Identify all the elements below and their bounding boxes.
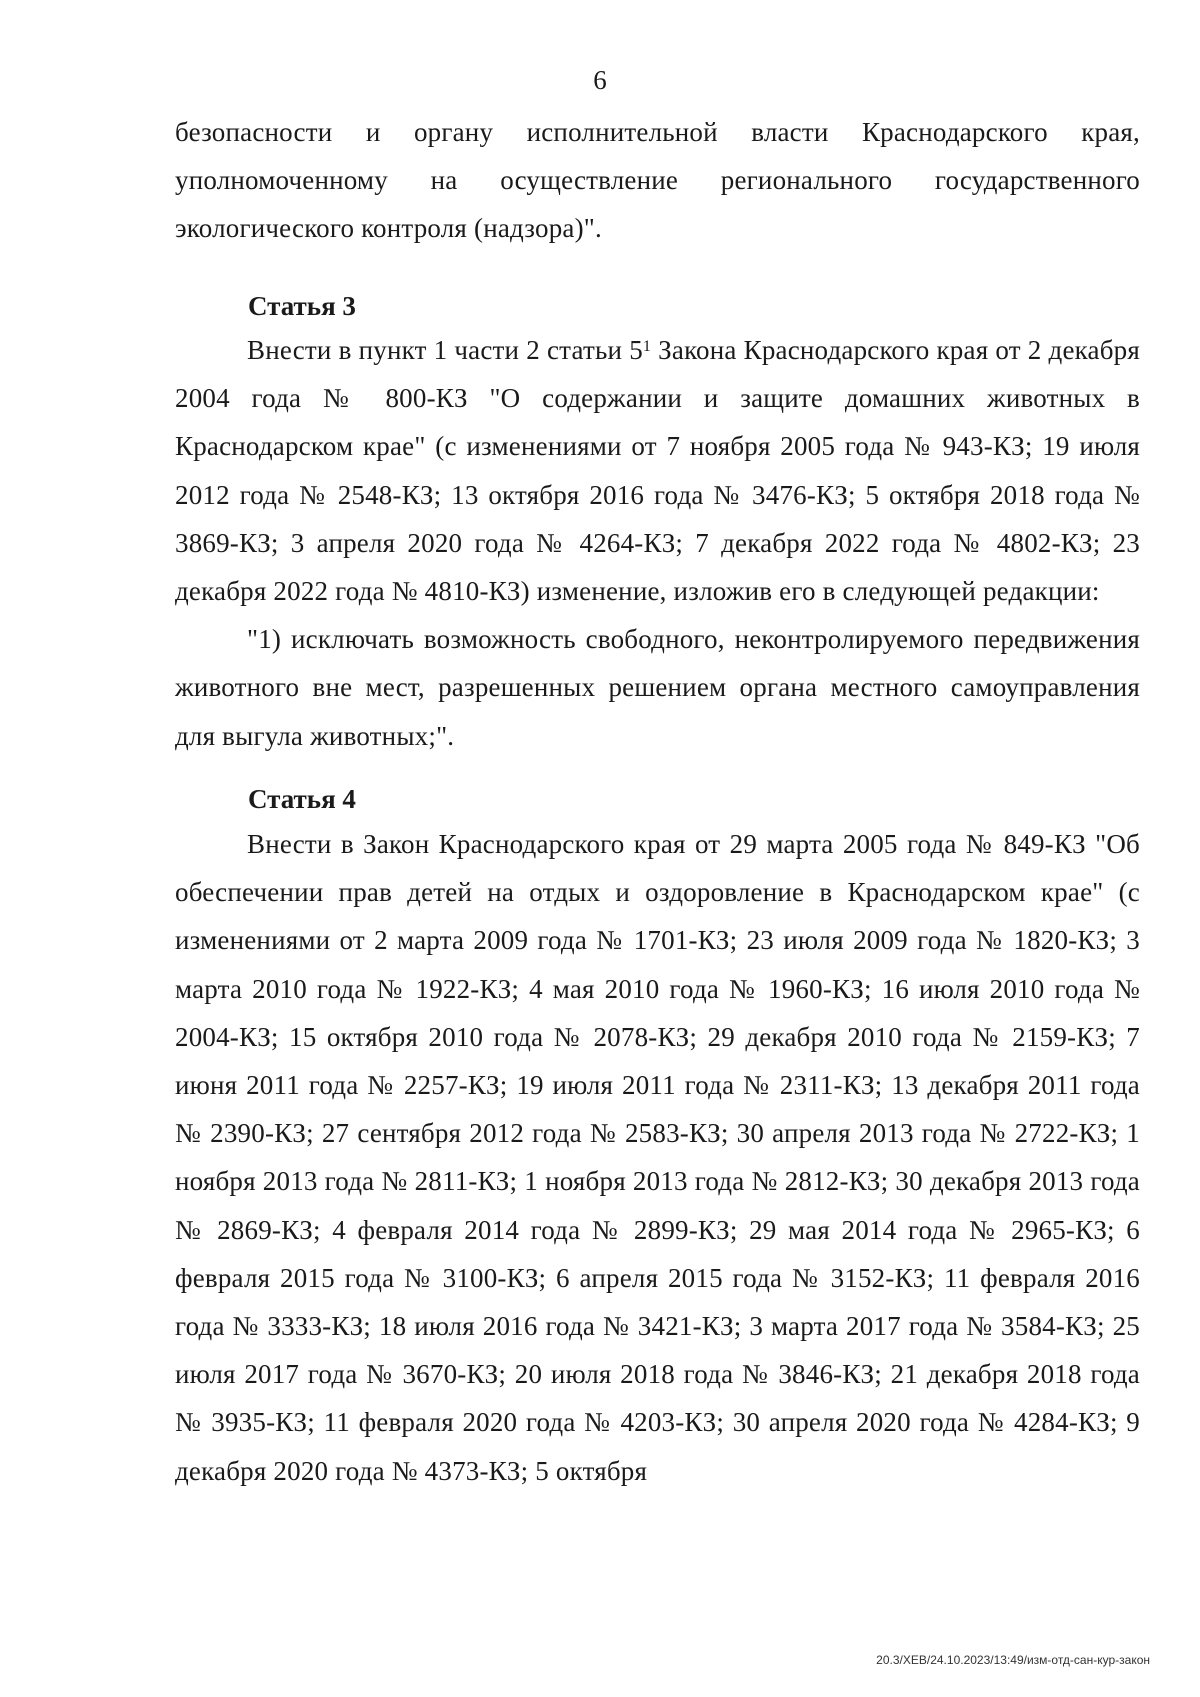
page-number: 6 xyxy=(593,65,607,95)
document-footer-code: 20.3/ХЕВ/24.10.2023/13:49/изм-отд-сан-кур-закон xyxy=(876,1653,1150,1667)
article-4-body xyxy=(175,820,1140,1495)
intro-text: безопасности и органу исполнительной власти Краснодарского края, уполномоченному на осуществление регионального государственного экологического контроля (надзора)". xyxy=(175,117,1140,244)
article-3-heading: Статья 3 xyxy=(248,291,356,321)
article-3-p1-rest: Закона Краснодарского края от 2 декабря 2004 года № 800-КЗ "О содержании и защите домашних животных в Краснодарском крае" (с изменениями от 7 ноября 2005 года № 943-КЗ; 19 июля 2012 года № 2548-КЗ; 13 октября 2016 года № 3476-КЗ; 5 октября 2018 года № 3869-КЗ; 3 апреля 2020 года № 4264-КЗ; 7 декабря 2022 года № 4802-КЗ; 23 декабря 2022 года № 4810-КЗ) изменение, изложив его в следующей редакции: xyxy=(175,335,1140,607)
article-4-heading: Статья 4 xyxy=(248,784,356,814)
article-4-paragraph-1: Внести в Закон Краснодарского края от 29 марта 2005 года № 849-КЗ "Об обеспечении прав детей на отдых и оздоровление в Краснодарском крае" (с изменениями от 2 марта 2009 года № 1701-КЗ; 23 июля 2009 года № 1820-КЗ; 3 марта 2010 года № 1922-КЗ; 4 мая 2010 года № 1960-КЗ; 16 июля 2010 года № 2004-КЗ; 15 октября 2010 года № 2078-КЗ; 29 декабря 2010 года № 2159-КЗ; 7 июня 2011 года № 2257-КЗ; 19 июля 2011 года № 2311-КЗ; 13 декабря 2011 года № 2390-КЗ; 27 сентября 2012 года № 2583-КЗ; 30 апреля 2013 года № 2722-КЗ; 1 ноября 2013 года № 2811-КЗ; 1 ноября 2013 года № 2812-КЗ; 30 декабря 2013 года № 2869-КЗ; 4 февраля 2014 года № 2899-КЗ; 29 мая 2014 года № 2965-КЗ; 6 февраля 2015 года № 3100-КЗ; 6 апреля 2015 года № 3152-КЗ; 11 февраля 2016 года № 3333-КЗ; 18 июля 2016 года № 3421-КЗ; 3 марта 2017 года № 3584-КЗ; 25 июля 2017 года № 3670-КЗ; 20 июля 2018 года № 3846-КЗ; 21 декабря 2018 года № 3935-КЗ; 11 февраля 2020 года № 4203-КЗ; 30 апреля 2020 года № 4284-КЗ; 9 декабря 2020 года № 4373-КЗ; 5 октября xyxy=(175,829,1140,1486)
article-3-body xyxy=(175,326,1140,760)
article-3-paragraph-1 xyxy=(175,326,1140,615)
article-3-p1-start: Внести в пункт 1 части 2 статьи 5 xyxy=(247,335,643,365)
article-3-paragraph-2: "1) исключать возможность свободного, неконтролируемого передвижения животного вне мест, разрешенных решением органа местного самоуправления для выгула животных;". xyxy=(175,624,1140,751)
intro-paragraph xyxy=(175,108,1140,253)
superscript-mark: 1 xyxy=(642,338,652,355)
